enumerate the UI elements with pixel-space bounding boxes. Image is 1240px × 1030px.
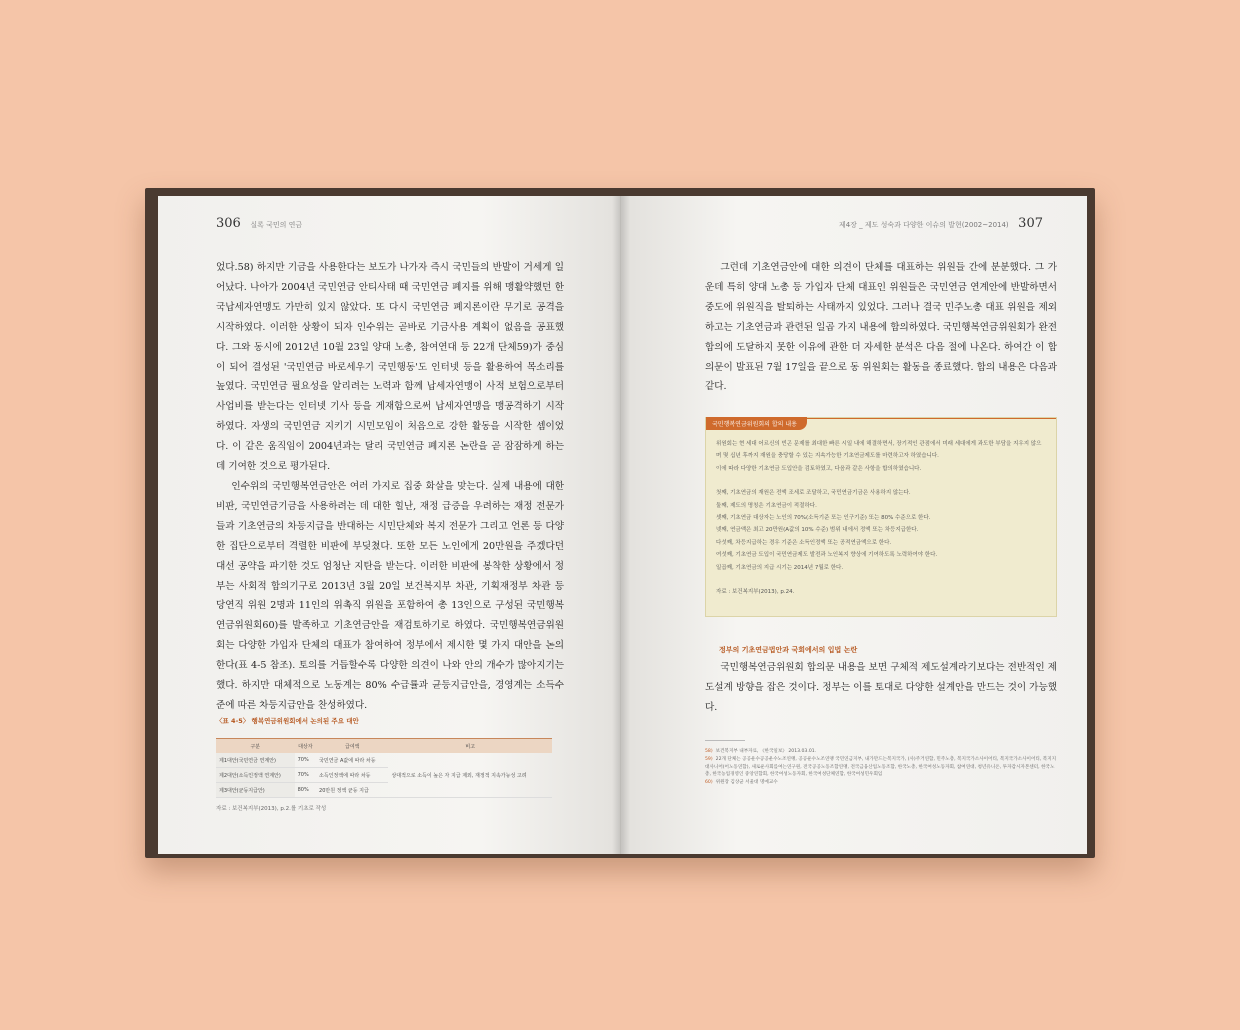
table-header-target: 대상자 — [295, 739, 316, 754]
box-item-3: 셋째, 기초연금 대상자는 노인의 70%(소득기준 또는 인구기준) 또는 80% 수준으로 한다. — [716, 515, 931, 522]
box-source: 자료 : 보건복지부(2013), p.24. — [716, 589, 795, 596]
footnote-58: 58) 보건복지부 내부자료, 《한국일보》 2013.03.01. — [705, 749, 817, 754]
table-cell: 70% — [295, 768, 316, 783]
table-note-cell: 상대적으로 소득이 높은 자 지급 제외, 재정적 지속가능성 고려 — [388, 753, 552, 798]
agreement-box — [705, 417, 1057, 617]
left-page — [158, 196, 621, 854]
left-running-header — [216, 216, 308, 231]
footnotes — [705, 748, 1057, 787]
right-page — [621, 196, 1087, 854]
footnote-60: 60) 위원장 김상균 서울대 명예교수 — [705, 780, 778, 786]
box-title: 국민행복연금위원회의 합의 내용 — [706, 417, 807, 430]
footnote-59: 59) 22개 단체는 공공운수공공운수노조연맹, 공공운수노조연맹 국민연금지부, 내가만드는복지국가, (사)주거연합, 민주노총, 복지국가소사이어티, 복지국가소사이어티, 복지지대사니어(어노동연합), 새로운사회를여는연구원, 전국공공노동조합연맹, 전국금융산업노동조합, 한국노총, 한국여성노동자회, 참여연대, 청년유니온, 투자감시자본센터, 한국노총, 한국농업경영인 중앙연합회, 한국여성노동자회, 한국여성단체연합, 한국여성민우회임 — [705, 756, 1057, 778]
box-item-7: 일곱째, 기초연금의 지급 시기는 2014년 7월로 한다. — [716, 564, 844, 571]
right-paragraph-1: 그런데 기초연금안에 대한 의견이 단체를 대표하는 위원들 간에 분분했다. 그 가운데 특히 양대 노총 등 가입자 단체 대표인 위원들은 국민연금 연계안에 반발하면서 중도에 위원직을 탈퇴하는 사태까지 있었다. 그러나 결국 민주노총 대표 위원을 제외하고는 기초연금과 관련된 일곱 가지 내용에 합의하였다. 국민행복연금위원회가 완전 합의에 도달하지 못한 이유에 관한 더 자세한 분석은 다음 절에 나온다. 하여간 이 합의문이 발표된 7월 17일을 끝으로 동 위원회는 활동을 종료했다. 합의 내용은 다음과 같다. — [705, 262, 1057, 393]
left-page-number: 306 — [216, 216, 241, 231]
table-header-note: 비고 — [388, 739, 552, 754]
table-row — [216, 753, 552, 768]
left-body-text — [216, 258, 564, 716]
table-cell: 20만원 정액 균등 지급 — [316, 783, 388, 798]
table-source: 자료 : 보건복지부(2013), p.2.를 기초로 작성 — [216, 806, 327, 812]
box-item-2: 둘째, 제도의 명칭은 기초연금이 적절하다. — [716, 502, 817, 509]
alternatives-table — [216, 738, 552, 798]
table-cell: 80% — [295, 783, 316, 798]
book-gutter-shadow — [612, 196, 630, 854]
table-cell: 제2대안(소득인정액 연계안) — [216, 768, 295, 783]
left-paragraph-1: 었다.58) 하지만 기금을 사용한다는 보도가 나가자 즉시 국민들의 반발이 거세게 일어났다. 나아가 2004년 국민연금 안티사태 때 국민연금 폐지를 위해 맹활약했던 한국납세자연맹도 가만히 있지 않았다. 또 다시 국민연금 폐지론이란 무기로 공격을 시작하였다. 이러한 상황이 되자 인수위는 곧바로 기금사용 계획이 없음을 공표했다. 그와 동시에 2012년 10월 23일 양대 노총, 참여연대 등 22개 단체59)가 중심이 되어 결성된 '국민연금 바로세우기 국민행동'도 인터넷 등을 활용하여 목소리를 높였다. 국민연금 필요성을 알리려는 노력과 함께 납세자연맹이 사적 보험으로부터 사업비를 받는다는 인터넷 기사 등을 게재함으로써 납세자연맹을 맹공격하기 시작하였다. 자생의 국민연금 지키기 시민모임이 처음으로 강한 활동을 시작한 셈이었다. 이 같은 움직임이 2004년과는 달리 국민연금 폐지론 논란을 곧 잠잠하게 하는 데 기여한 것으로 평가된다. — [216, 262, 564, 473]
right-body-text-top — [705, 258, 1057, 397]
table-cell: 국민연금 A값에 따라 차등 — [316, 753, 388, 768]
right-body-text-bottom — [705, 658, 1057, 718]
box-item-1: 첫째, 기초연금의 재원은 전액 조세로 조달하고, 국민연금기금은 사용하지 않는다. — [716, 490, 911, 497]
box-item-6: 여섯째, 기초연금 도입이 국민연금제도 발전과 노인복지 향상에 기여하도록 노력하여야 한다. — [716, 552, 938, 559]
left-paragraph-2: 인수위의 국민행복연금안은 여러 가지로 집중 화살을 맞는다. 실제 내용에 대한 비판, 국민연금기금을 사용하려는 데 대한 힐난, 재정 급증을 우려하는 재정 전문가들과 기초연금의 차등지급을 반대하는 시민단체와 복지 전문가 그리고 언론 등 다양한 집단으로부터 격렬한 비판에 부딪쳤다. 또한 모든 노인에게 20만원을 주겠다던 대선 공약을 파기한 것도 엄청난 지탄을 받는다. 이러한 비판에 봉착한 상황에서 정부는 사회적 합의기구로 2013년 3월 20일 보건복지부 차관, 기획재정부 차관 등 당연직 위원 2명과 11인의 위촉직 위원을 포함하여 총 13인으로 구성된 국민행복연금위원회60)를 발족하고 기초연금안을 재검토하기로 하였다. 국민행복연금위원회는 다양한 가입자 단체의 대표가 참여하여 정부에서 제시한 몇 가지 대안을 논의한다(표 4-5 참조). 토의를 거듭할수록 다양한 의견이 나와 안의 개수가 많아지기는 했다. 하지만 대체적으로 노동계는 80% 수급률과 균등지급안을, 경영계는 소득수준에 따른 차등지급안을 찬성하였다. — [216, 480, 564, 711]
table-header-benefit: 급여액 — [316, 739, 388, 754]
box-intro-1: 위원회는 현 세대 어르신의 빈곤 문제를 최대한 빠른 시일 내에 해결하면서, 장기적인 관점에서 미래 세대에게 과도한 부담을 지우지 않으며 몇 십년 후까지 재원을 충당할 수 있는 지속가능한 기초연금제도를 마련하고자 하였습니다. — [716, 441, 1042, 460]
left-running-title: 실록 국민의 연금 — [250, 221, 303, 229]
box-intro-2: 이에 따라 다양한 기초연금 도입안을 검토하였고, 다음과 같은 사항을 합의하였습니다. — [716, 465, 922, 472]
right-running-header — [833, 216, 1043, 231]
table-cell: 제3대안(균등지급안) — [216, 783, 295, 798]
table-cell: 70% — [295, 753, 316, 768]
section-subheading: 정부의 기초연금법안과 국회에서의 입법 논란 — [719, 646, 858, 654]
right-page-number: 307 — [1018, 216, 1043, 231]
box-item-5: 다섯째, 차등지급하는 경우 기준은 소득인정액 또는 공적연금액으로 한다. — [716, 539, 892, 546]
box-body — [716, 438, 1046, 598]
right-paragraph-2: 국민행복연금위원회 합의문 내용을 보면 구체적 제도설계라기보다는 전반적인 제도설계 방향을 잡은 것이다. 정부는 이를 토대로 다양한 설계안을 만드는 것이 가능했다. — [705, 662, 1057, 713]
table-title: 〈표 4-5〉 행복연금위원회에서 논의된 주요 대안 — [216, 717, 359, 725]
table-cell: 제1대안(국민연금 연계안) — [216, 753, 295, 768]
footnote-rule — [705, 740, 745, 741]
table-cell: 소득인정액에 따라 차등 — [316, 768, 388, 783]
box-item-4: 넷째, 연금액은 최고 20만원(A값의 10% 수준) 범위 내에서 정액 또는 차등지급한다. — [716, 527, 919, 534]
right-running-title: 제4장 _ 제도 성숙과 다양한 이슈의 발현(2002~2014) — [838, 221, 1009, 229]
table-header-category: 구분 — [216, 739, 295, 754]
